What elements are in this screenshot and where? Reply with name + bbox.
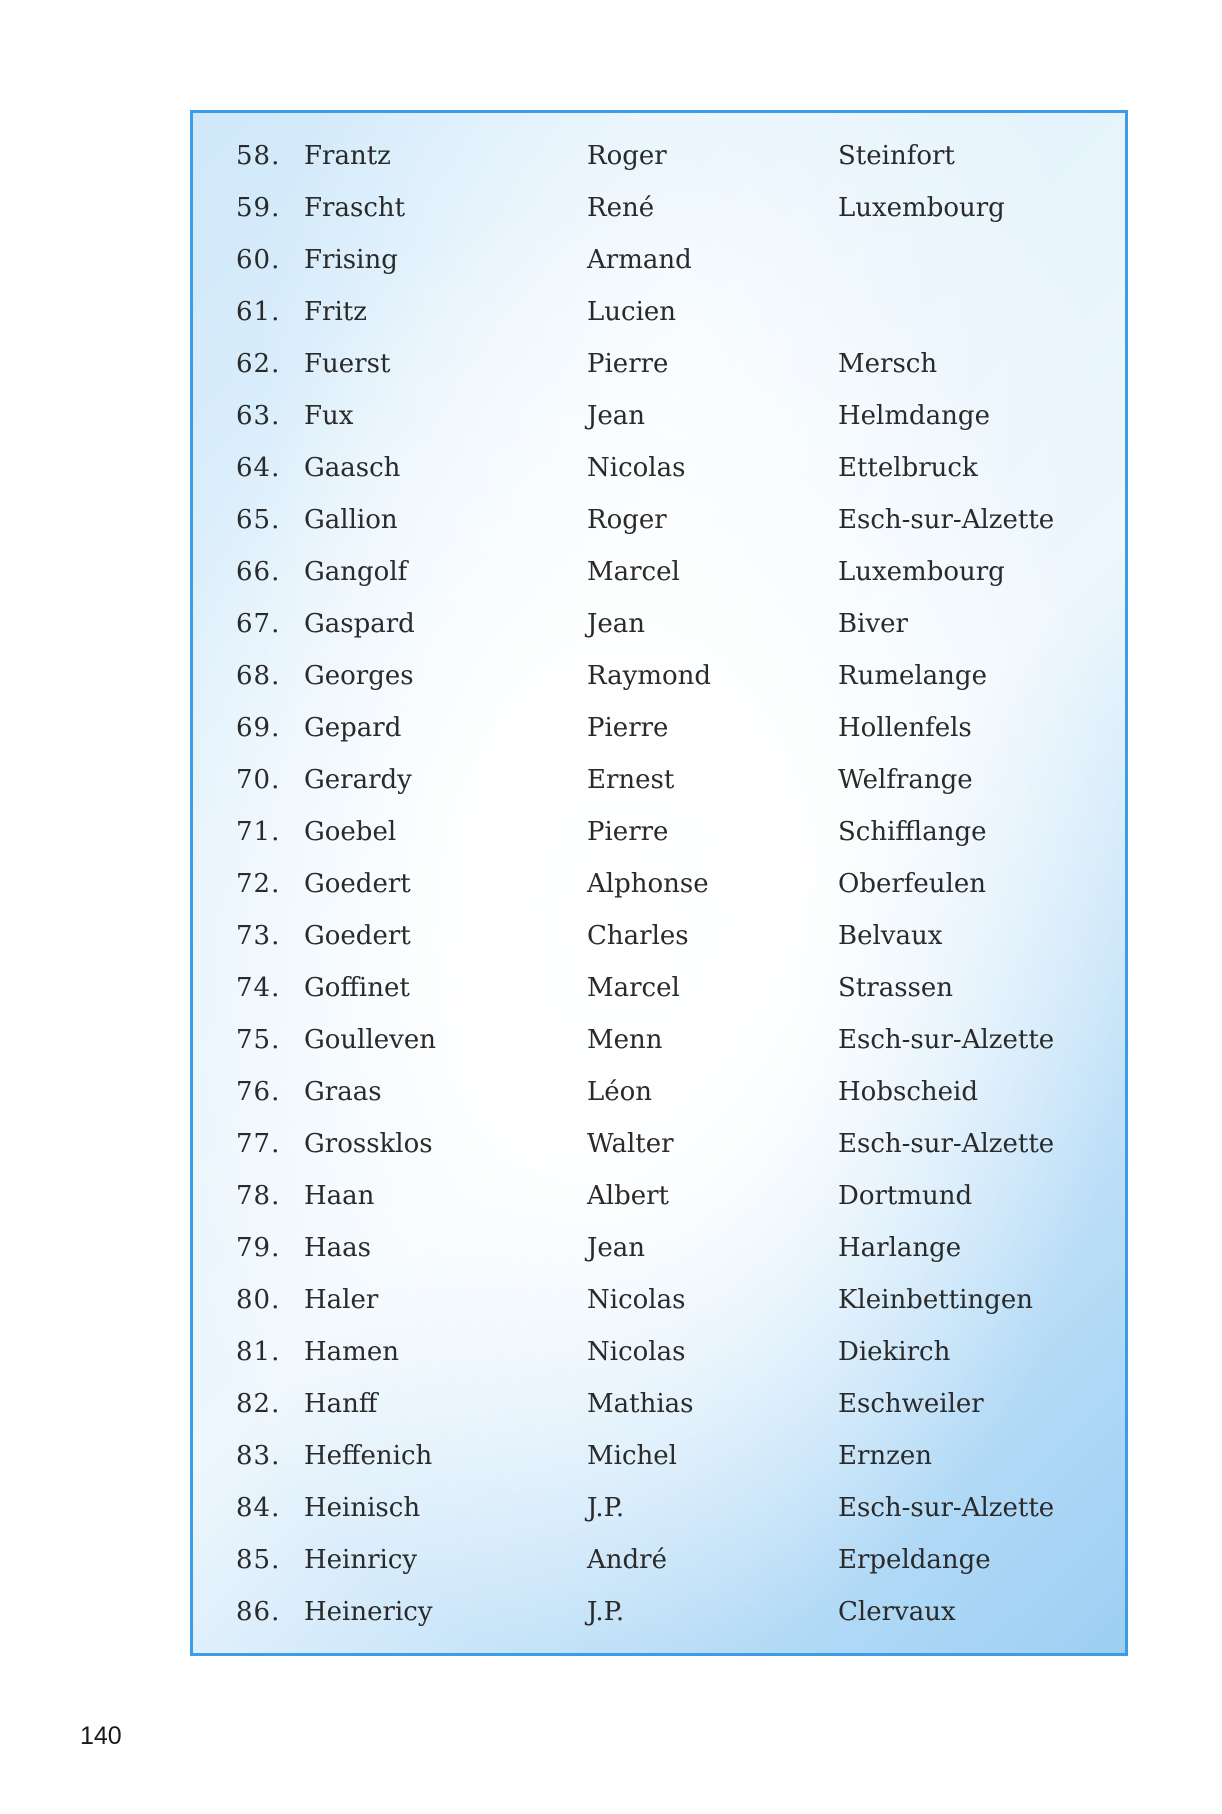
list-item: [193, 390, 1125, 442]
list-item: [193, 234, 1125, 286]
town: Esch-sur-Alzette: [838, 1129, 1055, 1159]
list-item: [193, 858, 1125, 910]
list-item: [193, 1274, 1125, 1326]
first-name: Jean: [587, 401, 646, 431]
surname: Heinricy: [304, 1545, 418, 1575]
list-item: [193, 806, 1125, 858]
list-item: [193, 702, 1125, 754]
list-item: [193, 182, 1125, 234]
list-item: [193, 962, 1125, 1014]
entry-number: 65.: [236, 505, 281, 535]
entry-number: 71.: [236, 817, 281, 847]
entry-number: 58.: [236, 141, 281, 171]
first-name: Mathias: [587, 1389, 694, 1419]
first-name: J.P.: [587, 1493, 625, 1523]
surname: Heffenich: [304, 1441, 433, 1471]
surname: Grossklos: [304, 1129, 433, 1159]
entry-number: 64.: [236, 453, 281, 483]
entry-number: 59.: [236, 193, 281, 223]
entry-number: 84.: [236, 1493, 281, 1523]
entry-number: 73.: [236, 921, 281, 951]
first-name: Armand: [587, 245, 692, 275]
first-name: Pierre: [587, 349, 669, 379]
surname: Gaasch: [304, 453, 401, 483]
surname: Gepard: [304, 713, 402, 743]
town: Clervaux: [838, 1597, 956, 1627]
entry-number: 75.: [236, 1025, 281, 1055]
town: Hobscheid: [838, 1077, 978, 1107]
first-name: Walter: [587, 1129, 674, 1159]
town: Steinfort: [838, 141, 955, 171]
town: Biver: [838, 609, 908, 639]
surname: Haas: [304, 1233, 372, 1263]
town: Harlange: [838, 1233, 962, 1263]
town: Welfrange: [838, 765, 973, 795]
entry-number: 72.: [236, 869, 281, 899]
page-number: 140: [80, 1722, 122, 1750]
first-name: Pierre: [587, 817, 669, 847]
surname: Hanff: [304, 1389, 378, 1419]
first-name: Ernest: [587, 765, 675, 795]
list-item: [193, 1066, 1125, 1118]
town: Eschweiler: [838, 1389, 984, 1419]
town: Luxembourg: [838, 557, 1005, 587]
first-name: Alphonse: [587, 869, 709, 899]
surname: Goffinet: [304, 973, 410, 1003]
first-name: J.P.: [587, 1597, 625, 1627]
town: Hollenfels: [838, 713, 972, 743]
surname: Gangolf: [304, 557, 408, 587]
surname: Haler: [304, 1285, 379, 1315]
first-name: Marcel: [587, 973, 680, 1003]
entry-number: 61.: [236, 297, 281, 327]
town: Helmdange: [838, 401, 990, 431]
entry-number: 81.: [236, 1337, 281, 1367]
list-item: [193, 494, 1125, 546]
entry-number: 77.: [236, 1129, 281, 1159]
first-name: Charles: [587, 921, 689, 951]
list-item: [193, 910, 1125, 962]
town: Esch-sur-Alzette: [838, 1493, 1055, 1523]
surname: Gallion: [304, 505, 398, 535]
list-item: [193, 338, 1125, 390]
first-name: Jean: [587, 609, 646, 639]
town: Dortmund: [838, 1181, 973, 1211]
surname: Frascht: [304, 193, 406, 223]
surname: Fritz: [304, 297, 367, 327]
first-name: Nicolas: [587, 1337, 686, 1367]
town: Rumelange: [838, 661, 987, 691]
entry-number: 74.: [236, 973, 281, 1003]
entry-number: 62.: [236, 349, 281, 379]
list-item: [193, 1222, 1125, 1274]
first-name: André: [587, 1545, 667, 1575]
first-name: Albert: [587, 1181, 669, 1211]
town: Luxembourg: [838, 193, 1005, 223]
list-item: [193, 1586, 1125, 1638]
list-item: [193, 546, 1125, 598]
surname: Goedert: [304, 921, 411, 951]
list-item: [193, 1430, 1125, 1482]
list-item: [193, 1482, 1125, 1534]
list-item: [193, 442, 1125, 494]
list-item: [193, 598, 1125, 650]
first-name: Lucien: [587, 297, 677, 327]
entry-number: 80.: [236, 1285, 281, 1315]
surname: Gerardy: [304, 765, 412, 795]
entry-number: 83.: [236, 1441, 281, 1471]
entry-number: 68.: [236, 661, 281, 691]
entry-number: 66.: [236, 557, 281, 587]
surname: Georges: [304, 661, 414, 691]
first-name: Raymond: [587, 661, 712, 691]
first-name: Menn: [587, 1025, 663, 1055]
town: Belvaux: [838, 921, 943, 951]
entry-number: 79.: [236, 1233, 281, 1263]
entry-number: 78.: [236, 1181, 281, 1211]
town: Esch-sur-Alzette: [838, 505, 1055, 535]
list-item: [193, 1118, 1125, 1170]
first-name: Pierre: [587, 713, 669, 743]
first-name: Roger: [587, 505, 667, 535]
town: Ettelbruck: [838, 453, 978, 483]
surname: Goedert: [304, 869, 411, 899]
entry-number: 67.: [236, 609, 281, 639]
surname: Heinisch: [304, 1493, 421, 1523]
list-item: [193, 1326, 1125, 1378]
list-item: [193, 130, 1125, 182]
first-name: Marcel: [587, 557, 680, 587]
first-name: René: [587, 193, 655, 223]
town: Erpeldange: [838, 1545, 991, 1575]
surname: Haan: [304, 1181, 375, 1211]
entry-number: 76.: [236, 1077, 281, 1107]
first-name: Nicolas: [587, 1285, 686, 1315]
entry-number: 86.: [236, 1597, 281, 1627]
town: Strassen: [838, 973, 954, 1003]
first-name: Roger: [587, 141, 667, 171]
surname: Frising: [304, 245, 398, 275]
town: Diekirch: [838, 1337, 951, 1367]
surname: Goulleven: [304, 1025, 437, 1055]
surname: Frantz: [304, 141, 391, 171]
first-name: Nicolas: [587, 453, 686, 483]
entry-number: 85.: [236, 1545, 281, 1575]
list-item: [193, 754, 1125, 806]
list-item: [193, 1378, 1125, 1430]
entry-number: 63.: [236, 401, 281, 431]
first-name: Léon: [587, 1077, 653, 1107]
list-item: [193, 286, 1125, 338]
surname: Fux: [304, 401, 354, 431]
list-item: [193, 650, 1125, 702]
surname: Goebel: [304, 817, 397, 847]
surname: Gaspard: [304, 609, 415, 639]
name-list-panel: [190, 110, 1128, 1656]
surname: Fuerst: [304, 349, 391, 379]
town: Oberfeulen: [838, 869, 986, 899]
name-list: [193, 130, 1125, 1638]
town: Mersch: [838, 349, 938, 379]
first-name: Michel: [587, 1441, 677, 1471]
town: Schifflange: [838, 817, 987, 847]
surname: Heinericy: [304, 1597, 433, 1627]
first-name: Jean: [587, 1233, 646, 1263]
surname: Hamen: [304, 1337, 399, 1367]
surname: Graas: [304, 1077, 382, 1107]
list-item: [193, 1014, 1125, 1066]
town: Esch-sur-Alzette: [838, 1025, 1055, 1055]
list-item: [193, 1534, 1125, 1586]
entry-number: 69.: [236, 713, 281, 743]
list-item: [193, 1170, 1125, 1222]
town: Ernzen: [838, 1441, 932, 1471]
entry-number: 82.: [236, 1389, 281, 1419]
town: Kleinbettingen: [838, 1285, 1033, 1315]
entry-number: 60.: [236, 245, 281, 275]
entry-number: 70.: [236, 765, 281, 795]
